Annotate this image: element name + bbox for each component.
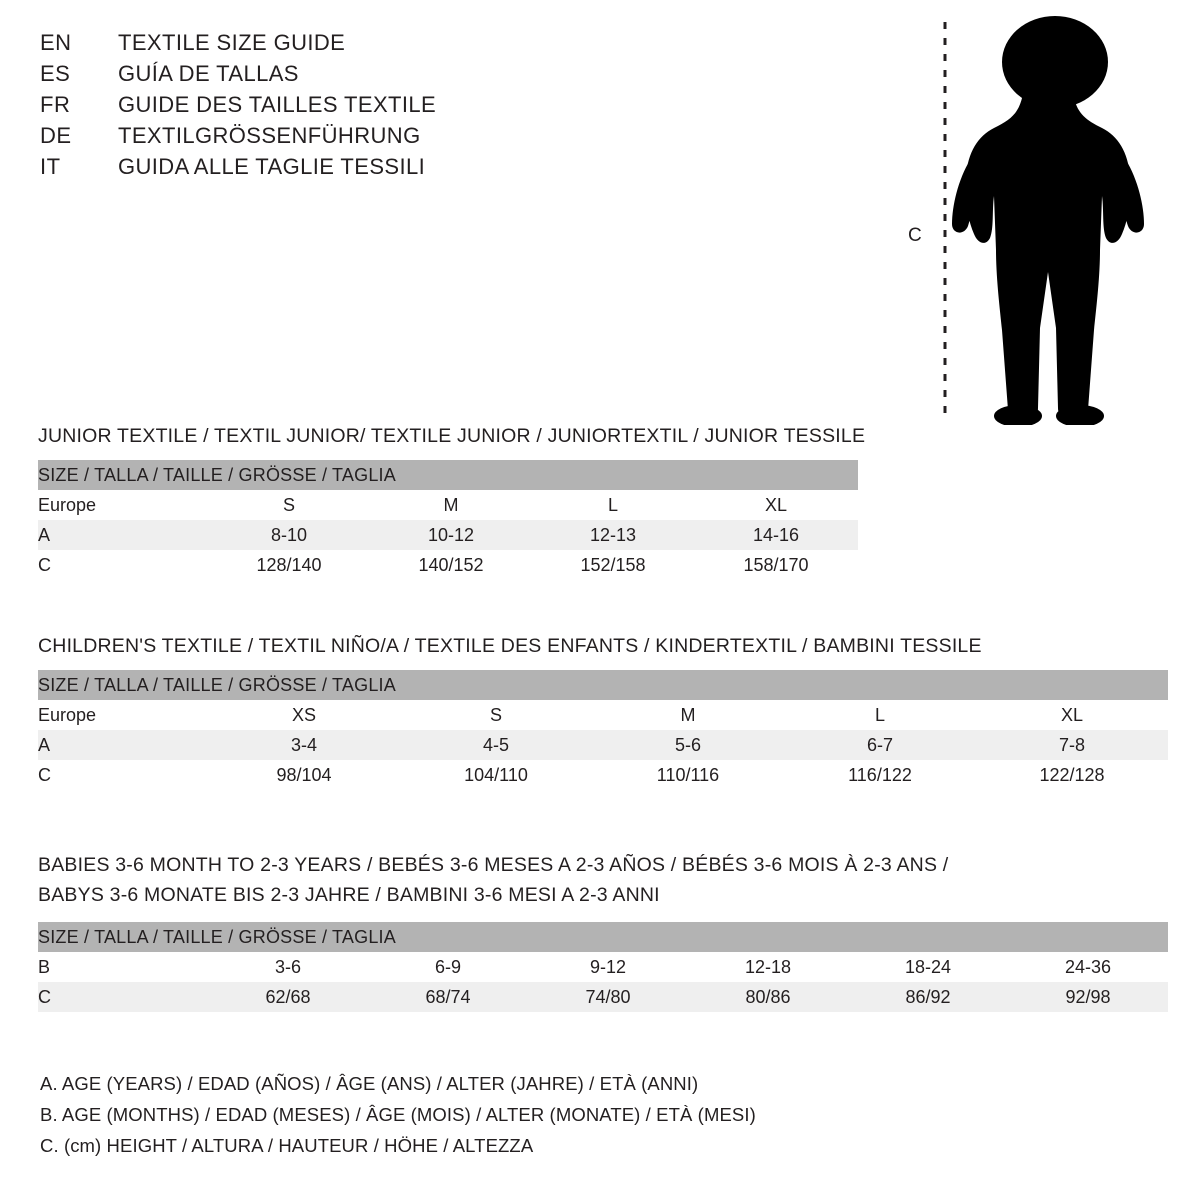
cell: 6-7: [784, 730, 976, 760]
row-label: B: [38, 952, 208, 982]
measure-label-c: C: [908, 225, 922, 246]
section-babies-textile: [38, 850, 1168, 1012]
language-code: DE: [40, 123, 72, 148]
cell: 80/86: [688, 982, 848, 1012]
size-table-babies: [38, 922, 1168, 1012]
size-table-junior: [38, 460, 858, 580]
cell: 74/80: [528, 982, 688, 1012]
row-label: A: [38, 730, 208, 760]
row-label: C: [38, 760, 208, 790]
row-label: Europe: [38, 490, 208, 520]
table-row: [38, 760, 1168, 790]
cell: S: [208, 490, 370, 520]
figure-area: [890, 10, 1170, 425]
cell: XS: [208, 700, 400, 730]
guide-title: TEXTILGRÖSSENFÜHRUNG: [118, 123, 421, 148]
cell: 152/158: [532, 550, 694, 580]
cell: 98/104: [208, 760, 400, 790]
row-label: C: [38, 982, 208, 1012]
language-code: EN: [40, 30, 72, 55]
guide-title: GUIDE DES TAILLES TEXTILE: [118, 92, 437, 117]
legend-line-a: A. AGE (YEARS) / EDAD (AÑOS) / ÂGE (ANS) / ALTER (JAHRE) / ETÀ (ANNI): [40, 1073, 699, 1094]
cell: S: [400, 700, 592, 730]
cell: XL: [694, 490, 858, 520]
cell: 4-5: [400, 730, 592, 760]
cell: 6-9: [368, 952, 528, 982]
legend-block: [40, 1068, 1140, 1161]
band-label: SIZE / TALLA / TAILLE / GRÖSSE / TAGLIA: [38, 922, 1168, 952]
row-label: C: [38, 550, 208, 580]
cell: 5-6: [592, 730, 784, 760]
cell: 110/116: [592, 760, 784, 790]
legend-line-c: C. (cm) HEIGHT / ALTURA / HAUTEUR / HÖHE / ALTEZZA: [40, 1135, 534, 1156]
table-band-header: [38, 922, 1168, 952]
language-code: ES: [40, 61, 71, 86]
section-title-line1: BABIES 3-6 MONTH TO 2-3 YEARS / BEBÉS 3-6 MESES A 2-3 AÑOS / BÉBÉS 3-6 MOIS À 2-3 ANS /: [38, 854, 949, 876]
header-row: [40, 92, 600, 123]
table-row: [38, 550, 858, 580]
row-label: A: [38, 520, 208, 550]
cell: 18-24: [848, 952, 1008, 982]
table-row: [38, 952, 1168, 982]
cell: 24-36: [1008, 952, 1168, 982]
cell: 92/98: [1008, 982, 1168, 1012]
cell: 9-12: [528, 952, 688, 982]
cell: 140/152: [370, 550, 532, 580]
header-row: [40, 30, 600, 61]
language-code: FR: [40, 92, 71, 117]
cell: 3-6: [208, 952, 368, 982]
child-silhouette-icon: [890, 10, 1170, 425]
guide-title: GUÍA DE TALLAS: [118, 61, 299, 86]
cell: M: [370, 490, 532, 520]
table-row: [38, 730, 1168, 760]
band-label: SIZE / TALLA / TAILLE / GRÖSSE / TAGLIA: [38, 460, 858, 490]
section-title: JUNIOR TEXTILE / TEXTIL JUNIOR/ TEXTILE JUNIOR / JUNIORTEXTIL / JUNIOR TESSILE: [38, 425, 866, 447]
header-row: [40, 61, 600, 92]
cell: L: [784, 700, 976, 730]
guide-title: GUIDA ALLE TAGLIE TESSILI: [118, 154, 426, 179]
table-row: [38, 982, 1168, 1012]
table-band-header: [38, 460, 858, 490]
language-title-block: [40, 30, 600, 185]
cell: 128/140: [208, 550, 370, 580]
cell: 7-8: [976, 730, 1168, 760]
cell: 10-12: [370, 520, 532, 550]
section-title-line2: BABYS 3-6 MONATE BIS 2-3 JAHRE / BAMBINI 3-6 MESI A 2-3 ANNI: [38, 884, 660, 906]
cell: XL: [976, 700, 1168, 730]
size-table-children: [38, 670, 1168, 790]
table-row: [38, 520, 858, 550]
guide-title: TEXTILE SIZE GUIDE: [118, 30, 346, 55]
cell: L: [532, 490, 694, 520]
cell: 12-18: [688, 952, 848, 982]
cell: 68/74: [368, 982, 528, 1012]
section-junior-textile: [38, 425, 1168, 580]
section-childrens-textile: [38, 635, 1168, 790]
row-label: Europe: [38, 700, 208, 730]
cell: 158/170: [694, 550, 858, 580]
band-label: SIZE / TALLA / TAILLE / GRÖSSE / TAGLIA: [38, 670, 1168, 700]
section-title: CHILDREN'S TEXTILE / TEXTIL NIÑO/A / TEXTILE DES ENFANTS / KINDERTEXTIL / BAMBINI TESSILE: [38, 635, 982, 657]
cell: 62/68: [208, 982, 368, 1012]
header-row: [40, 154, 600, 185]
cell: 3-4: [208, 730, 400, 760]
cell: 104/110: [400, 760, 592, 790]
cell: M: [592, 700, 784, 730]
table-band-header: [38, 670, 1168, 700]
cell: 116/122: [784, 760, 976, 790]
table-row: [38, 700, 1168, 730]
table-row: [38, 490, 858, 520]
cell: 14-16: [694, 520, 858, 550]
language-code: IT: [40, 154, 61, 179]
header-row: [40, 123, 600, 154]
cell: 12-13: [532, 520, 694, 550]
cell: 86/92: [848, 982, 1008, 1012]
section-title: [38, 850, 1168, 910]
cell: 8-10: [208, 520, 370, 550]
legend-line-b: B. AGE (MONTHS) / EDAD (MESES) / ÂGE (MOIS) / ALTER (MONATE) / ETÀ (MESI): [40, 1104, 756, 1125]
cell: 122/128: [976, 760, 1168, 790]
